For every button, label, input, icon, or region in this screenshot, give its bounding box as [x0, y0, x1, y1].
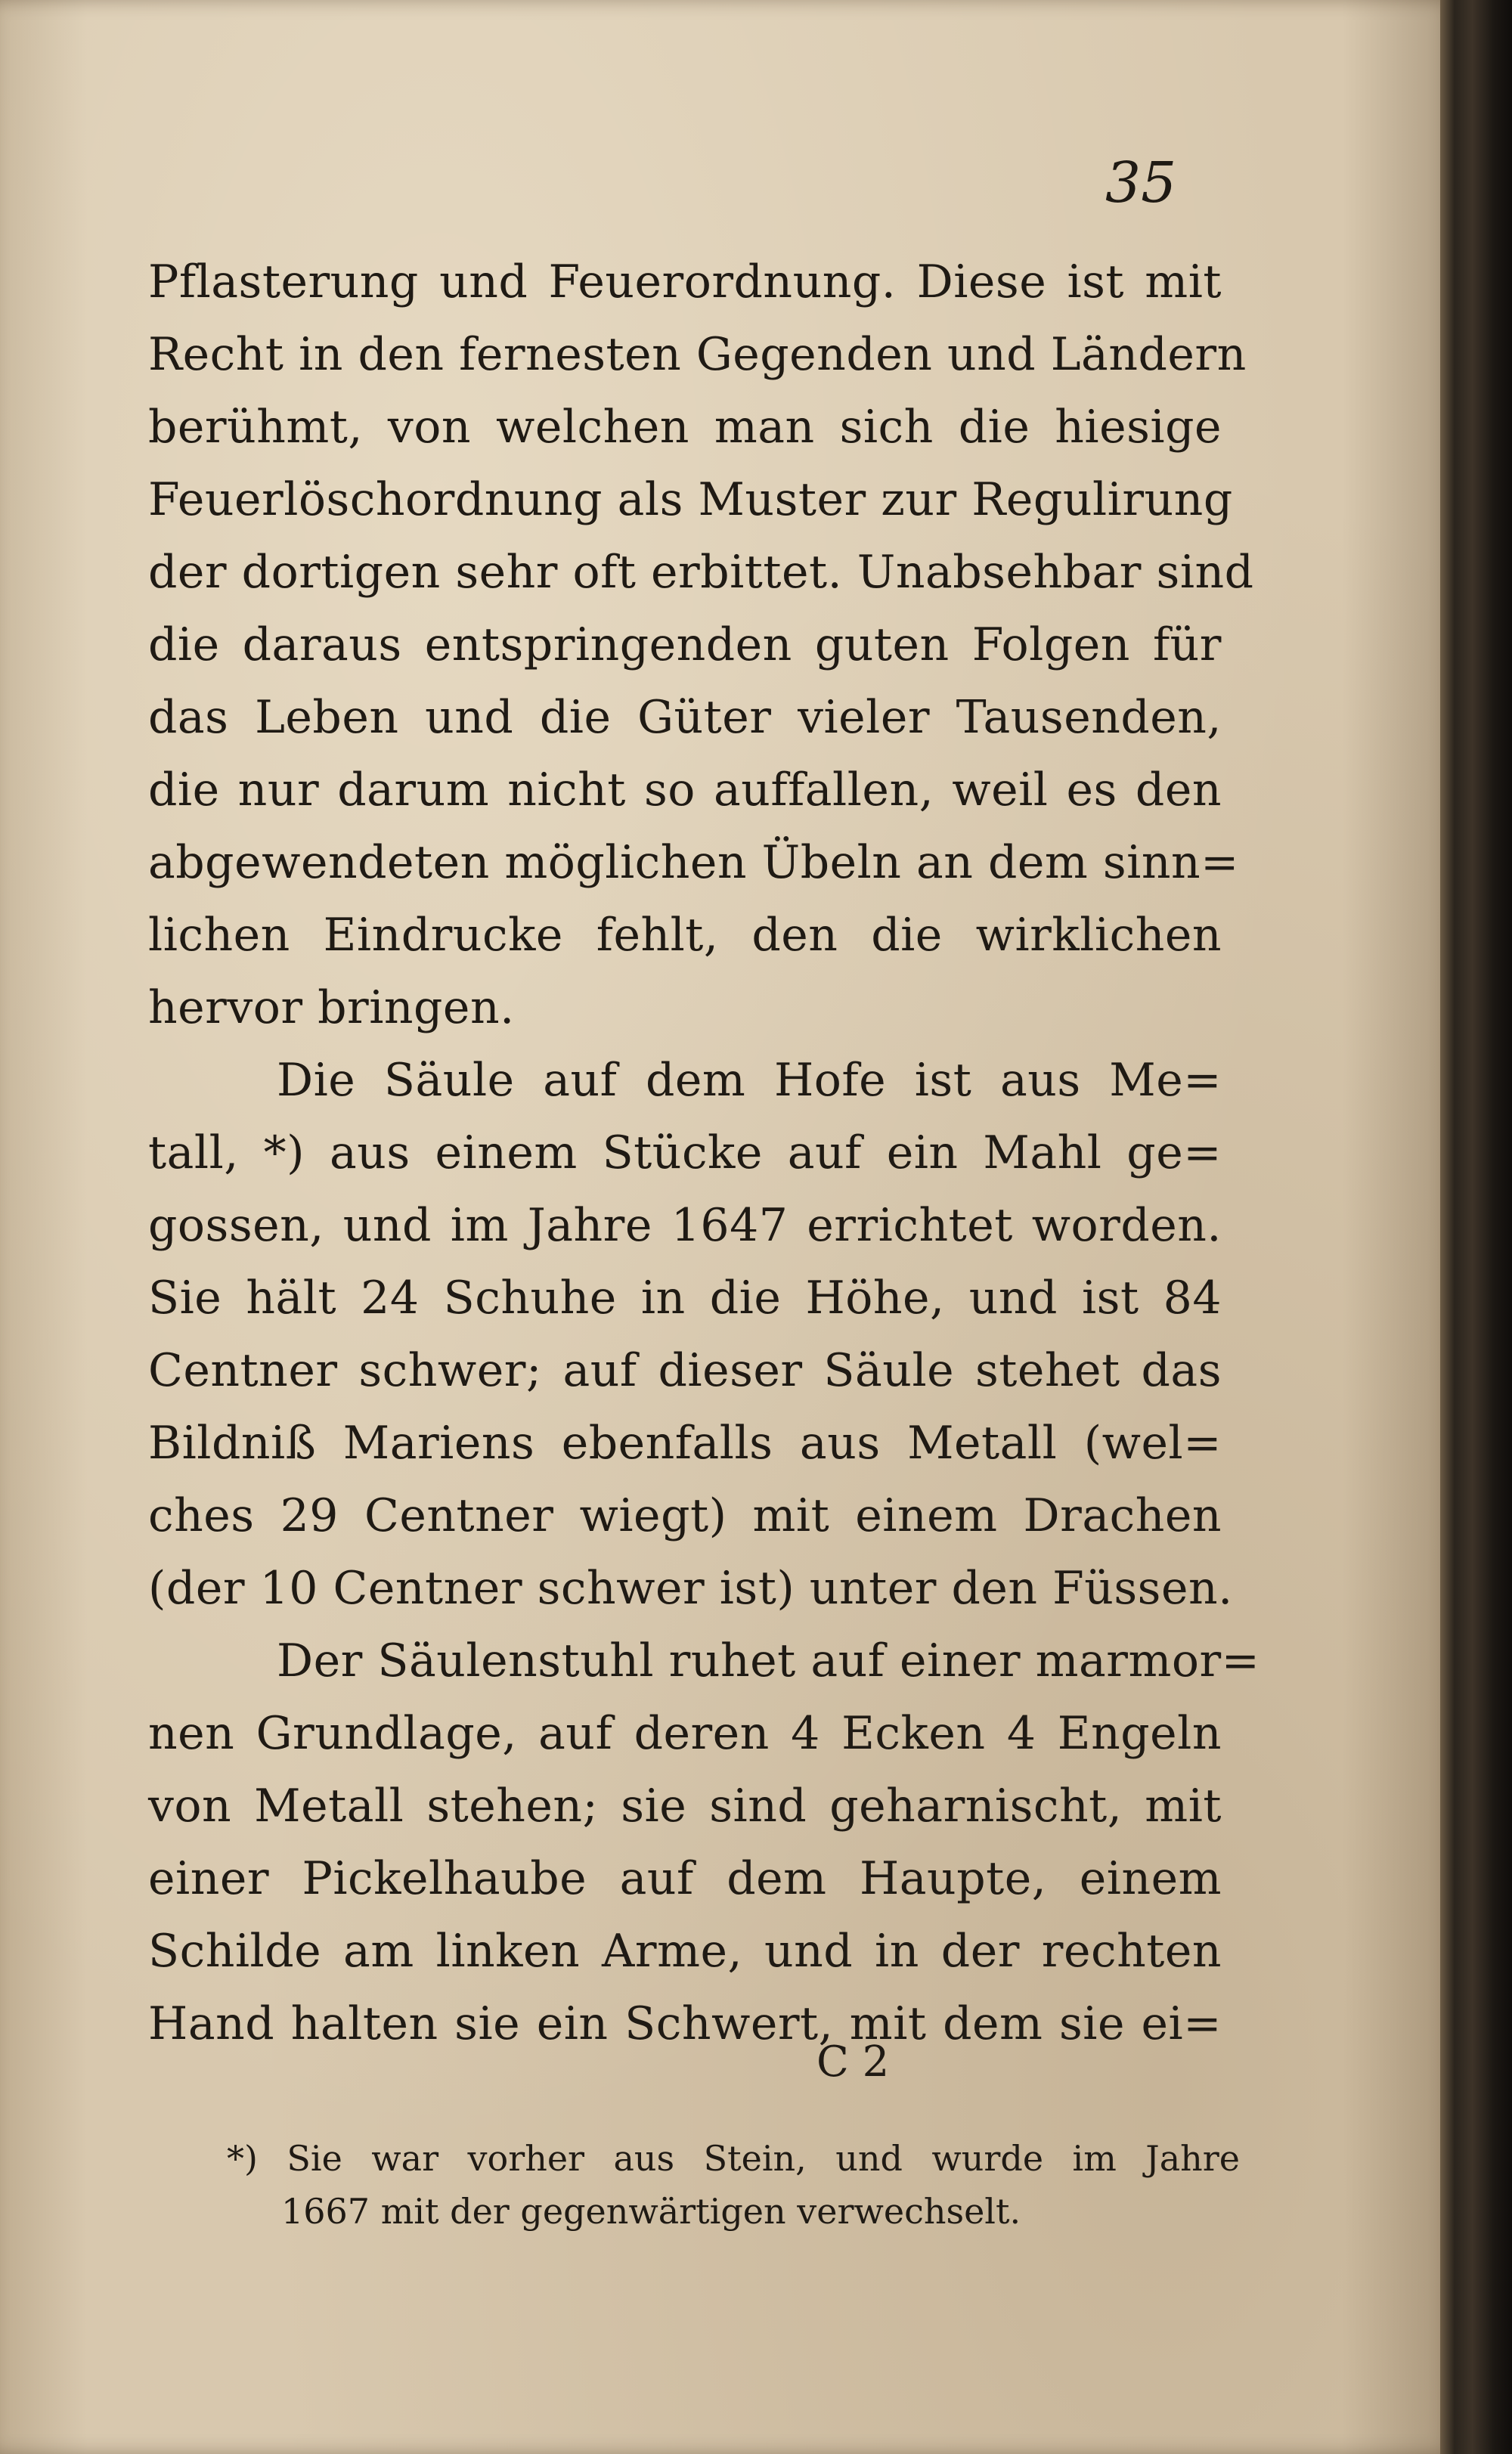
text-line: lichen Eindrucke fehlt, den die wirklichen	[148, 909, 1222, 962]
text-line: abgewendeten möglichen Übeln an dem sinn=	[148, 836, 1239, 889]
text-line: von Metall stehen; sie sind geharnischt, mit	[148, 1780, 1222, 1833]
text-line: einer Pickelhaube auf dem Haupte, einem	[148, 1852, 1222, 1905]
footnote-line: 1667 mit der gegenwärtigen verwechselt.	[281, 2191, 1021, 2232]
text-line: Recht in den fernesten Gegenden und Ländern	[148, 328, 1247, 381]
page-number: 35	[1105, 150, 1177, 215]
text-line: nen Grundlage, auf deren 4 Ecken 4 Engeln	[148, 1707, 1222, 1760]
text-line: gossen, und im Jahre 1647 errichtet worden.	[148, 1199, 1222, 1252]
text-line: Bildniß Mariens ebenfalls aus Metall (wel=	[148, 1417, 1222, 1470]
text-line: hervor bringen.	[148, 981, 515, 1034]
text-line: Pflasterung und Feuerordnung. Diese ist mit	[148, 256, 1222, 308]
text-line: das Leben und die Güter vieler Tausenden,	[148, 691, 1222, 744]
text-line: Schilde am linken Arme, und in der rechten	[148, 1925, 1222, 1978]
text-line: Der Säulenstuhl ruhet auf einer marmor=	[277, 1634, 1260, 1687]
text-line: Centner schwer; auf dieser Säule stehet das	[148, 1344, 1222, 1397]
text-line: tall, *) aus einem Stücke auf ein Mahl ge=	[148, 1126, 1222, 1179]
text-line: die daraus entspringenden guten Folgen für	[148, 618, 1222, 671]
text-line: Sie hält 24 Schuhe in die Höhe, und ist 84	[148, 1272, 1222, 1325]
text-line: die nur darum nicht so auffallen, weil es den	[148, 764, 1222, 816]
signature-mark: C 2	[816, 2037, 890, 2087]
text-line: berühmt, von welchen man sich die hiesige	[148, 401, 1222, 454]
footnote-line: *) Sie war vorher aus Stein, und wurde im Jahre	[227, 2138, 1240, 2179]
text-line: (der 10 Centner schwer ist) unter den Füssen.	[148, 1562, 1233, 1615]
text-line: Hand halten sie ein Schwert, mit dem sie ei=	[148, 1997, 1222, 2050]
text-line: Die Säule auf dem Hofe ist aus Me=	[277, 1054, 1222, 1107]
text-line: Feuerlöschordnung als Muster zur Regulirung	[148, 473, 1233, 526]
text-line: der dortigen sehr oft erbittet. Unabsehbar sind	[148, 546, 1254, 599]
text-line: ches 29 Centner wiegt) mit einem Drachen	[148, 1489, 1222, 1542]
